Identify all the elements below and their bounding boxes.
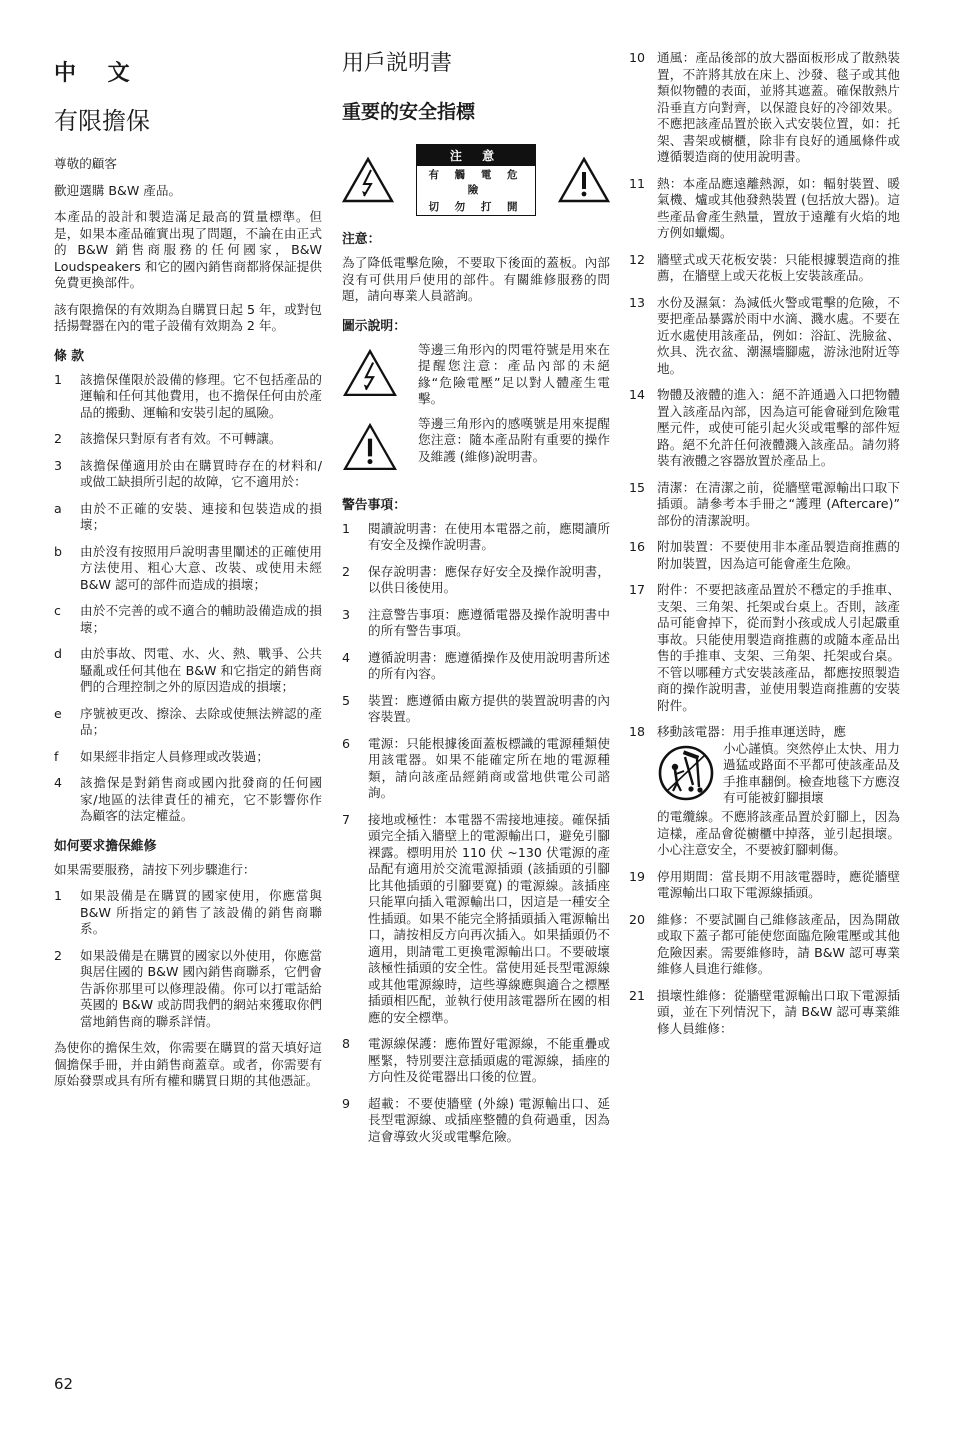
list-item: 16 附加裝置：不要使用非本產品製造商推薦的附加裝置，因為這可能會產生危險。 [629, 539, 900, 571]
list-item: 12 牆壁式或天花板安裝：只能根據製造商的推薦，在牆壁上或天花板上安裝該產品。 [629, 251, 900, 283]
list-item: 17 附件：不要把該產品置於不穩定的手推車、支架、三角架、托架或台桌上。否則，該產品可能會掉下，從而對小孩或成人引起嚴重事故。只能使用製造商推薦的或隨本產品出售的手推車、支架、三角架、托架或台桌。不管以哪種方式安裝該產品，都應按照製造商的操作說明書，並使用製造商推薦的安裝附件。 [629, 582, 900, 713]
caution-heading: 注意： [342, 232, 381, 247]
list-item: 6 電源：只能根據後面蓋板標識的電源種類使用該電器。如果不能確定所在地的電源種類，請向該產品經銷商或當地供電公司諮詢。 [342, 735, 610, 800]
list-item: 20 維修：不要試圖自己維修該產品，因為開啟或取下蓋子都可能使您面臨危險電壓或其他危險因素。需要維修時，請 B&W 認可專業維修人員進行維修。 [629, 911, 900, 976]
list-item: 4 該擔保是對銷售商或國內批發商的任何國家/地區的法律責任的補充，它不影響你作為顧客的法定權益。 [54, 775, 322, 823]
list-item: c 由於不完善的或不適合的輔助設備造成的損壞； [54, 603, 322, 635]
warnings-list [342, 521, 610, 1146]
safety-list-continued [629, 50, 900, 1037]
list-item: 19 停用期間：當長期不用該電器時，應從牆壁電源輸出口取下電源線插頭。 [629, 868, 900, 900]
item18-side-text: 小心謹慎。突然停止太快、用力過猛或路面不平都可使該產品及手推車翻倒。檢查地毯下方應沒有可能被釘腳損壞 [723, 740, 900, 805]
column-safety-continued [629, 50, 900, 1047]
welcome: 歡迎選購 B&W 產品。 [54, 182, 182, 198]
exclamation-triangle-icon [342, 422, 398, 472]
language-title: 中 文 [54, 61, 142, 86]
terms-heading: 條 款 [54, 348, 85, 364]
list-item: b 由於沒有按照用戶說明書里闡述的正確使用方法使用、粗心大意、改裝、或使用未經 B&W 認可的部件而造成的損壞； [54, 543, 322, 592]
list-item: 9 超載：不要使牆壁 (外線) 電源輸出口、延長型電源線、或插座整體的負荷過重，因為這會導致火災或電擊危險。 [342, 1095, 610, 1144]
list-item: 3 該擔保僅適用於由在購買時存在的材料和/或做工缺損所引起的故障，它不適用於： [54, 457, 322, 489]
caution-label: 注 意 有 觸 電 危 險 切 勿 打 開 [416, 144, 536, 216]
item18-first-line: 移動該電器：用手推車運送時，應 [657, 724, 846, 739]
exclamation-warning-icon [558, 156, 610, 204]
warranty-closing: 為使你的擔保生效，你需要在購買的當天填好這個擔保手冊，并由銷售商蓋章。或者，你需要有原始發票或具有所有權和購買日期的其他憑証。 [54, 1040, 322, 1088]
caution-banner [342, 144, 610, 216]
list-item: 1 如果設備是在購買的國家使用，你應當與 B&W 所指定的銷售了該設備的銷售商聯系。 [54, 888, 322, 936]
service-list [54, 888, 322, 1030]
list-item: d 由於事故、閃電、水、火、熱、戰爭、公共騷亂或任何其他在 B&W 和它指定的銷售商們的合理控制之外的原因造成的損壞； [54, 646, 322, 694]
page-number: 62 [54, 1375, 74, 1393]
list-item: 5 裝置：應遵循由廠方提供的裝置說明書的內容裝置。 [342, 692, 610, 724]
symbol2-text: 等邊三角形內的感嘆號是用來提醒您注意：隨本產品附有重要的操作及維護 (維修)說明書。 [418, 415, 610, 464]
warranty-para-1: 本產品的設計和製造滿足最高的質量標準。但是，如果本產品確實出現了問題，不論在由正式的 B&W 銷售商服務的任何國家，B&W Loudspeakers 和它的國內銷售商都將保証提供免費更換部件。 [54, 209, 322, 290]
service-intro: 如果需要服務，請按下列步驟進行： [54, 861, 256, 877]
list-item: 14 物體及液體的進入：絕不許通過入口把物體置入該產品內部，因為這可能會碰到危險電壓元件，或使可能引起火災或電擊的部件短路。絕不允許任何液體濺入該產品。請勿將裝有液體之容器放置於產品上。 [629, 387, 900, 468]
lightning-triangle-icon [342, 348, 398, 398]
list-item: 1 閱讀說明書：在使用本電器之前，應閱讀所有安全及操作說明書。 [342, 520, 610, 552]
list-item: 2 該擔保只對原有者有效。不可轉讓。 [54, 431, 282, 446]
list-item: 1 該擔保僅限於設備的修理。它不包括產品的運輸和任何其他費用，也不擔保任何由於產品的搬動、運輸和安裝引起的風險。 [54, 371, 322, 420]
list-item-cart: 18 移動該電器：用手推車運送時，應 小心謹慎。突然停止太快、用力過猛或路面不平都可使該產品及手推車翻倒。檢查地毯下方應沒有可能被釘腳損壞 的電纜線。不應將該產品置於釘腳上，因為這樣，產品會從櫥櫃中掉落，並引起損壞。小心注意安全，不要被釘腳刺傷。 [629, 724, 900, 857]
warnings-heading: 警告事項： [342, 497, 406, 513]
safety-title: 重要的安全指標 [342, 101, 476, 123]
column-safety [342, 50, 610, 1155]
terms-list [54, 372, 322, 825]
list-item: 13 水份及濕氣：為減低火警或電擊的危險，不要把產品暴露於雨中水滴、濺水處。不要在近水處使用該產品，例如：浴缸、洗臉盆、炊具、洗衣盆、潮濕墻腳處，游泳池附近等地。 [629, 294, 900, 376]
greeting: 尊敬的顧客 [54, 156, 117, 171]
list-item: 11 熱：本產品應遠離熱源，如：輻射裝置、暖氣機、爐或其他發熱裝置 (包括放大器)。這些產品會產生熱量，置放于遠離有火焰的地方例如蠟燭。 [629, 175, 900, 240]
list-item: 7 接地或極性：本電器不需接地連接。確保插頭完全插入牆壁上的電源輸出口，避免引腳裸露。標明用於 110 伏 ~130 伏電源的產品配有適用於交流電源插頭 (該插頭的引腳比其他插頭的引腳要寬) 的電源線。該插座只能單向插入電源輸出口，因這是一種安全性插頭。如果不能完全將插頭插入電源輸出口，請按相反方向再次插入。如果插頭仍不適用，則請電工更換電源輸出口。不要破壞該極性插頭的安全性。當使用延長型電源線或其他電源線時，這些導線應與適合之標壓插頭相匹配，並執行使用該電器所在國的相應的安全標準。 [342, 811, 610, 1025]
list-item: 3 注意警告事項：應遵循電器及操作說明書中的所有警告事項。 [342, 606, 610, 638]
list-item: 2 保存說明書：應保存好安全及操作說明書，以供日後使用。 [342, 563, 610, 595]
list-item: 8 電源線保護：應佈置好電源線，不能重疊或壓緊，特別要注意插頭處的電源線，插座的方向性及從電器出口後的位置。 [342, 1036, 610, 1084]
list-item: e 序號被更改、擦涂、去除或使無法辨認的產品； [54, 705, 322, 737]
list-item: a 由於不正確的安裝、連接和包裝造成的損壞； [54, 500, 322, 532]
list-item: 21 損壞性維修：從牆壁電源輸出口取下電源插頭，並在下列情況下，請 B&W 認可專業維修人員維修： [629, 987, 900, 1036]
symbol1-text: 等邊三角形內的閃電符號是用來在提醒您注意：產品內部的未絕緣“危險電壓”足以對人體產生電擊。 [418, 341, 610, 406]
manual-title: 用戶説明書 [342, 51, 453, 76]
item18-rest-text: 的電纜線。不應將該產品置於釘腳上，因為這樣，產品會從櫥櫃中掉落，並引起損壞。小心注意安全，不要被釘腳刺傷。 [657, 809, 900, 857]
symbol-explanation-exclamation [342, 416, 610, 476]
service-heading: 如何要求擔保維修 [54, 838, 157, 854]
column-warranty [54, 50, 322, 1100]
cart-tipover-warning-icon [657, 741, 715, 805]
list-item: f 如果經非指定人員修理或改裝過； [54, 748, 269, 764]
caution-text: 為了降低電擊危險，不要取下後面的蓋板。內部沒有可供用戶使用的部件。有關維修服務的問題，請向專業人員諮詢。 [342, 255, 610, 303]
list-item: 4 遵循說明書：應遵循操作及使用說明書所述的所有內容。 [342, 649, 610, 681]
symbols-heading: 圖示說明： [342, 318, 406, 334]
warranty-para-2: 該有限擔保的有效期為自購買日起 5 年，或對包括揚聲器在內的電子設備有效期為 2 年。 [54, 301, 322, 333]
list-item: 10 通風：產品後部的放大器面板形成了散熱裝置，不許將其放在床上、沙發、毯子或其他類似物體的表面，並將其遮蓋。確保散熱片沿垂直方向對齊，以保證良好的冷卻效果。不應把該產品置於嵌入式安裝位置，如：托架、書架或櫥櫃，除非有良好的通風條件或遵循製造商的使用說明書。 [629, 50, 900, 164]
lightning-warning-icon [342, 156, 394, 204]
list-item: 2 如果設備是在購買的國家以外使用，你應當與居住國的 B&W 國內銷售商聯系，它們會告訴你那里可以修理設備。你可以打電話給英國的 B&W 或訪問我們的網站來獲取你們當地銷售商的聯系詳情。 [54, 947, 322, 1029]
symbol-explanation-lightning [342, 342, 610, 408]
warranty-title: 有限擔保 [54, 107, 150, 135]
list-item: 15 清潔：在清潔之前，從牆壁電源輸出口取下插頭。請參考本手冊之“護理 (Aftercare)” 部份的清潔說明。 [629, 479, 900, 528]
